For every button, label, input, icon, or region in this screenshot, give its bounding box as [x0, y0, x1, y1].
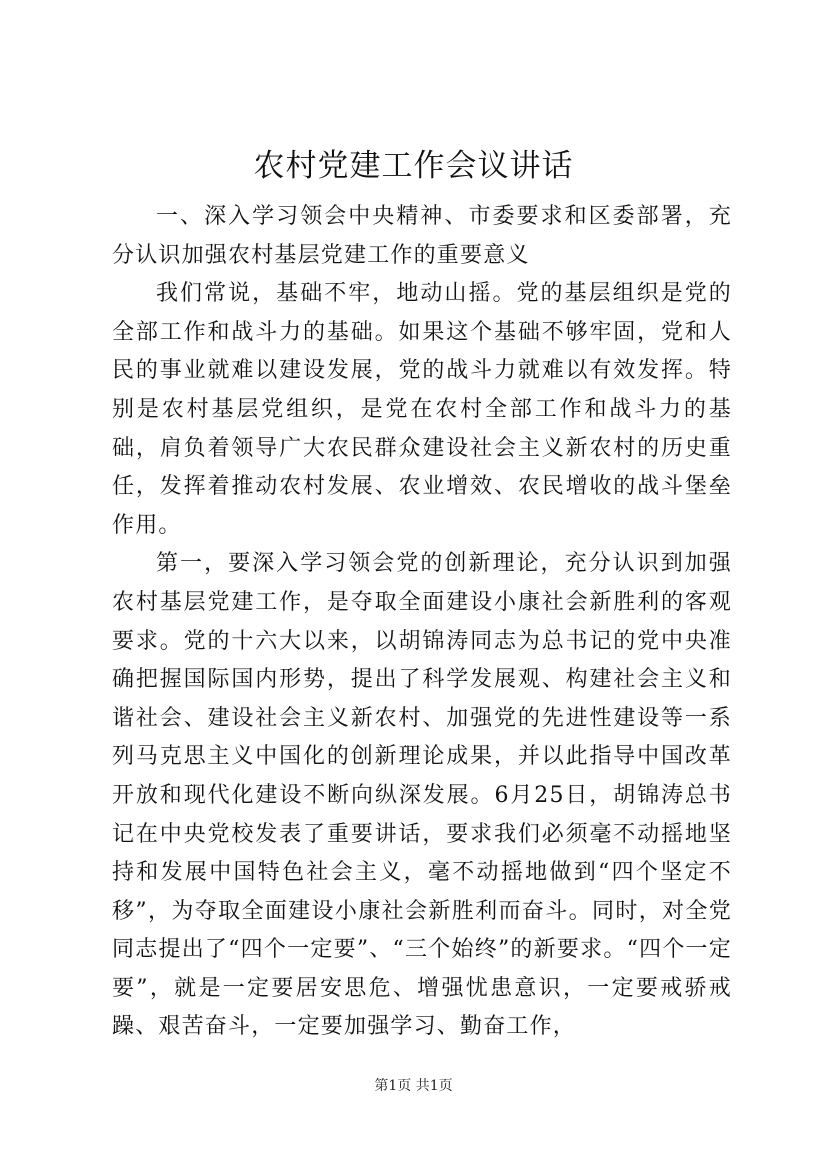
page-footer: 第1页 共1页	[374, 1078, 453, 1094]
paragraph-first-point: 第一，要深入学习领会党的创新理论，充分认识到加强农村基层党建工作，是夺取全面建设小康社会新胜利的客观要求。党的十六大以来，以胡锦涛同志为总书记的党中央准确把握国际国内形势，提出了科学发展观、构建社会主义和谐社会、建设社会主义新农村、加强党的先进性建设等一系列马克思主义中国化的创新理论成果，并以此指导中国改革开放和现代化建设不断向纵深发展。6月25日，胡锦涛总书记在中央党校发表了重要讲话，要求我们必须毫不动摇地坚持和发展中国特色社会主义，毫不动摇地做到“四个坚定不移”，为夺取全面建设小康社会新胜利而奋斗。同时，对全党同志提出了“四个一定要”、“三个始终”的新要求。“四个一定要”，就是一定要居安思危、增强忧患意识，一定要戒骄戒躁、艰苦奋斗，一定要加强学习、勤奋工作，	[112, 551, 732, 1040]
paragraph-heading-1: 一、深入学习领会中央精神、市委要求和区委部署，充分认识加强农村基层党建工作的重要意义	[112, 204, 732, 268]
paragraph-foundation: 我们常说，基础不牢，地动山摇。党的基层组织是党的全部工作和战斗力的基础。如果这个基础不够牢固，党和人民的事业就难以建设发展，党的战斗力就难以有效发挥。特别是农村基层党组织，是党在农村全部工作和战斗力的基础，肩负着领导广大农民群众建设社会主义新农村的历史重任，发挥着推动农村发展、农业增效、农民增收的战斗堡垒作用。	[112, 281, 732, 538]
document-body	[112, 198, 732, 1047]
document-title: 农村党建工作会议讲话	[253, 148, 574, 184]
